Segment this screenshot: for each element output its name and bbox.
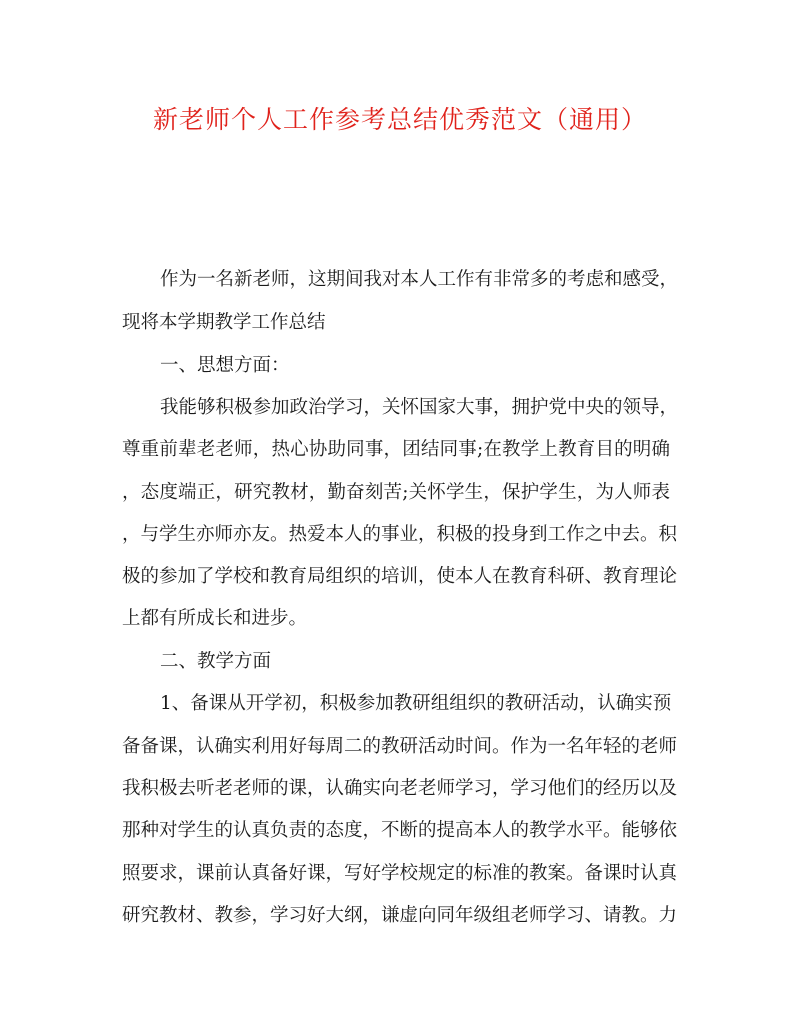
paragraph-line: 上都有所成长和进步。	[122, 608, 308, 629]
paragraph-line: 备备课，认确实利用好每周二的教研活动时间。作为一名年轻的老师	[122, 736, 678, 757]
paragraph-line: 研究教材、教参，学习好大纲，谦虚向同年级组老师学习、请教。力	[122, 905, 678, 926]
section-heading: 一、思想方面：	[160, 355, 290, 376]
section-heading: 二、教学方面	[160, 651, 272, 672]
paragraph-line: 作为一名新老师，这期间我对本人工作有非常多的考虑和感受，	[160, 269, 679, 290]
paragraph-line: 我积极去听老老师的课，认确实向老老师学习，学习他们的经历以及	[122, 778, 678, 799]
paragraph-line: 那种对学生的认真负责的态度，不断的提高本人的教学水平。能够依	[122, 820, 678, 841]
paragraph-line: ，态度端正，研究教材，勤奋刻苦;关怀学生，保护学生，为人师表	[122, 482, 670, 503]
paragraph-line: 尊重前辈老老师，热心协助同事，团结同事;在教学上教育目的明确	[122, 439, 670, 460]
paragraph-line: 极的参加了学校和教育局组织的培训，使本人在教育科研、教育理论	[122, 566, 678, 587]
paragraph-line: 现将本学期教学工作总结	[122, 312, 326, 333]
paragraph-line: 照要求，课前认真备好课，写好学校规定的标准的教案。备课时认真	[122, 863, 678, 884]
document-title: 新老师个人工作参考总结优秀范文（通用）	[152, 105, 647, 134]
paragraph-line: 1、备课从开学初，积极参加教研组组织的教研活动，认确实预	[160, 693, 672, 714]
paragraph-line: 我能够积极参加政治学习，关怀国家大事，拥护党中央的领导，	[160, 397, 679, 418]
paragraph-line: ，与学生亦师亦友。热爱本人的事业，积极的投身到工作之中去。积	[122, 524, 678, 545]
